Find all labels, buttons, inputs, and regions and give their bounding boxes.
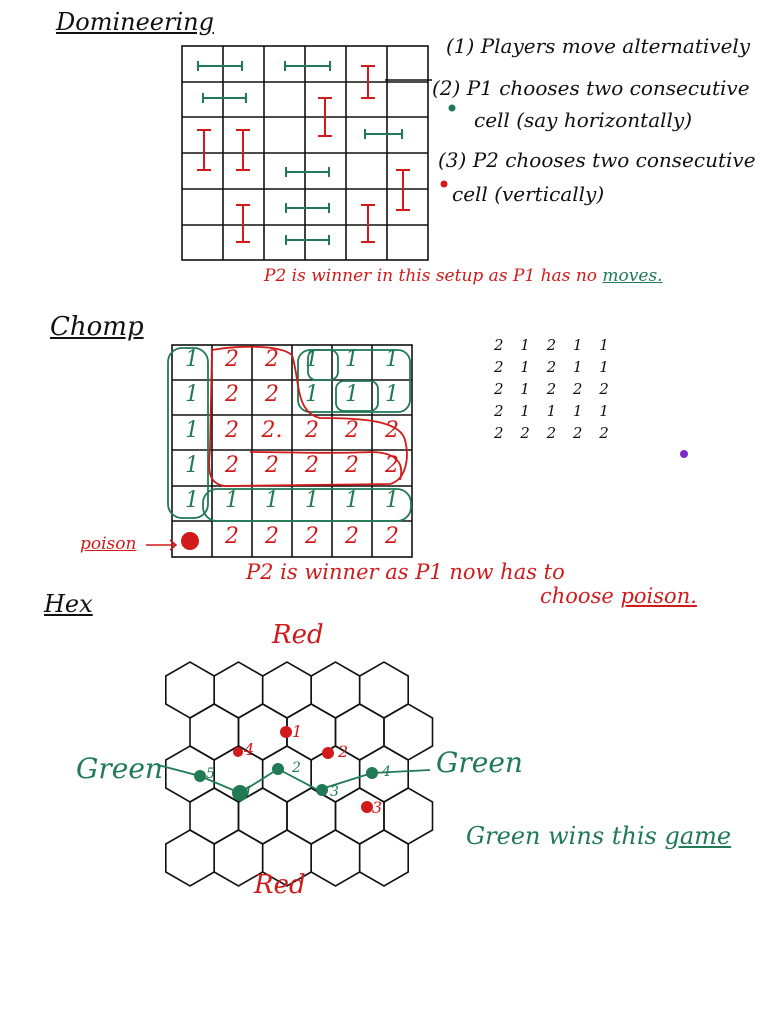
chomp-cell: 2 (265, 523, 279, 549)
moves-highlight: moves. (602, 266, 663, 286)
hex-right-label: Green (436, 746, 523, 779)
domineering-result: P2 is winner in this setup as P1 has no moves. (264, 266, 663, 286)
hex-cell (263, 662, 312, 718)
hex-cell (360, 830, 409, 886)
side-number-row: 2 1 2 1 1 (494, 358, 615, 376)
hex-cell (214, 662, 263, 718)
poison-label: poison (80, 534, 137, 554)
green-dot (449, 105, 456, 112)
hex-cell (360, 662, 409, 718)
chomp-cell: 1 (265, 488, 279, 514)
poison-highlight: poison. (620, 584, 697, 608)
chomp-cell: 1 (185, 488, 199, 514)
chomp-cell: 2 (345, 452, 359, 478)
hex-title: Hex (44, 590, 93, 618)
chomp-cell: 1 (305, 382, 319, 408)
chomp-title: Chomp (50, 312, 144, 342)
chomp-cell: 2 (385, 417, 399, 443)
green-move-label: 5 (206, 766, 215, 782)
chomp-cell: 2 (385, 523, 399, 549)
green-move-label: 1 (244, 784, 253, 800)
hex-cell (166, 662, 214, 718)
hex-result: Green wins this game (466, 822, 732, 850)
green-stones (194, 763, 378, 801)
hex-top-label: Red (272, 620, 324, 650)
poison-dot (181, 532, 199, 550)
chomp-cell: 2 (225, 523, 239, 549)
chomp-cell: 2 (225, 382, 239, 408)
green-move-label: 4 (382, 764, 391, 780)
hex-cell (384, 704, 433, 760)
red-move-label: 4 (244, 740, 255, 759)
red-dot (441, 181, 448, 188)
chomp-cell: 1 (185, 417, 199, 443)
chomp-cell: 1 (385, 382, 399, 408)
domineering-red-pieces (197, 66, 410, 242)
purple-dot (680, 450, 688, 458)
hex-cell (311, 830, 360, 886)
hex-cell (311, 662, 360, 718)
side-number-row: 2 1 2 2 2 (494, 380, 615, 398)
hex-bottom-label: Red (254, 870, 306, 900)
hex-cell (384, 788, 433, 844)
chomp-cell: 1 (345, 347, 359, 372)
domineering-grid (182, 46, 432, 260)
chomp-cell: 2 (225, 347, 239, 372)
side-number-row: 2 1 2 1 1 (494, 336, 615, 354)
chomp-cell: 2 (345, 417, 359, 443)
domineering-title: Domineering (56, 8, 214, 36)
chomp-cell: 1 (225, 488, 239, 514)
chomp-cell: 2 (305, 523, 319, 549)
chomp-cell: 1 (345, 382, 359, 408)
red-move-label: 1 (292, 722, 303, 741)
side-number-row: 2 2 2 2 2 (494, 424, 615, 442)
chomp-cell: 1 (305, 488, 319, 514)
chomp-cell: 2 (225, 452, 239, 478)
hex-cell (190, 788, 239, 844)
chomp-cell: 1 (185, 382, 199, 408)
hex-cell (287, 788, 336, 844)
chomp-cell: 2. (261, 417, 283, 443)
chomp-cell: 2 (265, 347, 279, 372)
rule-1: (1) Players move alternatively (446, 34, 751, 58)
hex-left-label: Green (76, 752, 163, 785)
rule-3-line2: cell (vertically) (452, 182, 605, 206)
green-move-label: 2 (292, 760, 301, 776)
hex-cell (166, 830, 214, 886)
chomp-cell: 1 (345, 488, 359, 514)
chomp-cell: 2 (345, 523, 359, 549)
chomp-cell: 2 (305, 452, 319, 478)
chomp-cell: 2 (265, 452, 279, 478)
rule-3-line1: (3) P2 chooses two consecutive (438, 148, 756, 172)
chomp-result-line1: P2 is winner as P1 now has to (246, 560, 565, 584)
chomp-cell: 1 (305, 347, 319, 372)
green-move-label: 3 (330, 784, 339, 800)
game-highlight: game (664, 822, 732, 850)
side-number-row: 2 1 1 1 1 (494, 402, 615, 420)
red-move-label: 2 (338, 742, 349, 761)
chomp-result-line2: choose poison. (540, 584, 697, 608)
chomp-cell: 2 (305, 417, 319, 443)
chomp-cell: 2 (265, 382, 279, 408)
chomp-cell: 1 (185, 347, 199, 372)
poison-arrow (146, 540, 176, 550)
chomp-cell: 1 (185, 452, 199, 478)
rule-2-line1: (2) P1 chooses two consecutive (432, 76, 750, 100)
rule-2-line2: cell (say horizontally) (474, 108, 693, 132)
chomp-cell: 1 (385, 488, 399, 514)
red-move-label: 3 (372, 798, 383, 817)
hex-cell (190, 704, 239, 760)
chomp-cell: 2 (225, 417, 239, 443)
chomp-cell: 1 (385, 347, 399, 372)
chomp-cell: 2 (385, 452, 399, 478)
